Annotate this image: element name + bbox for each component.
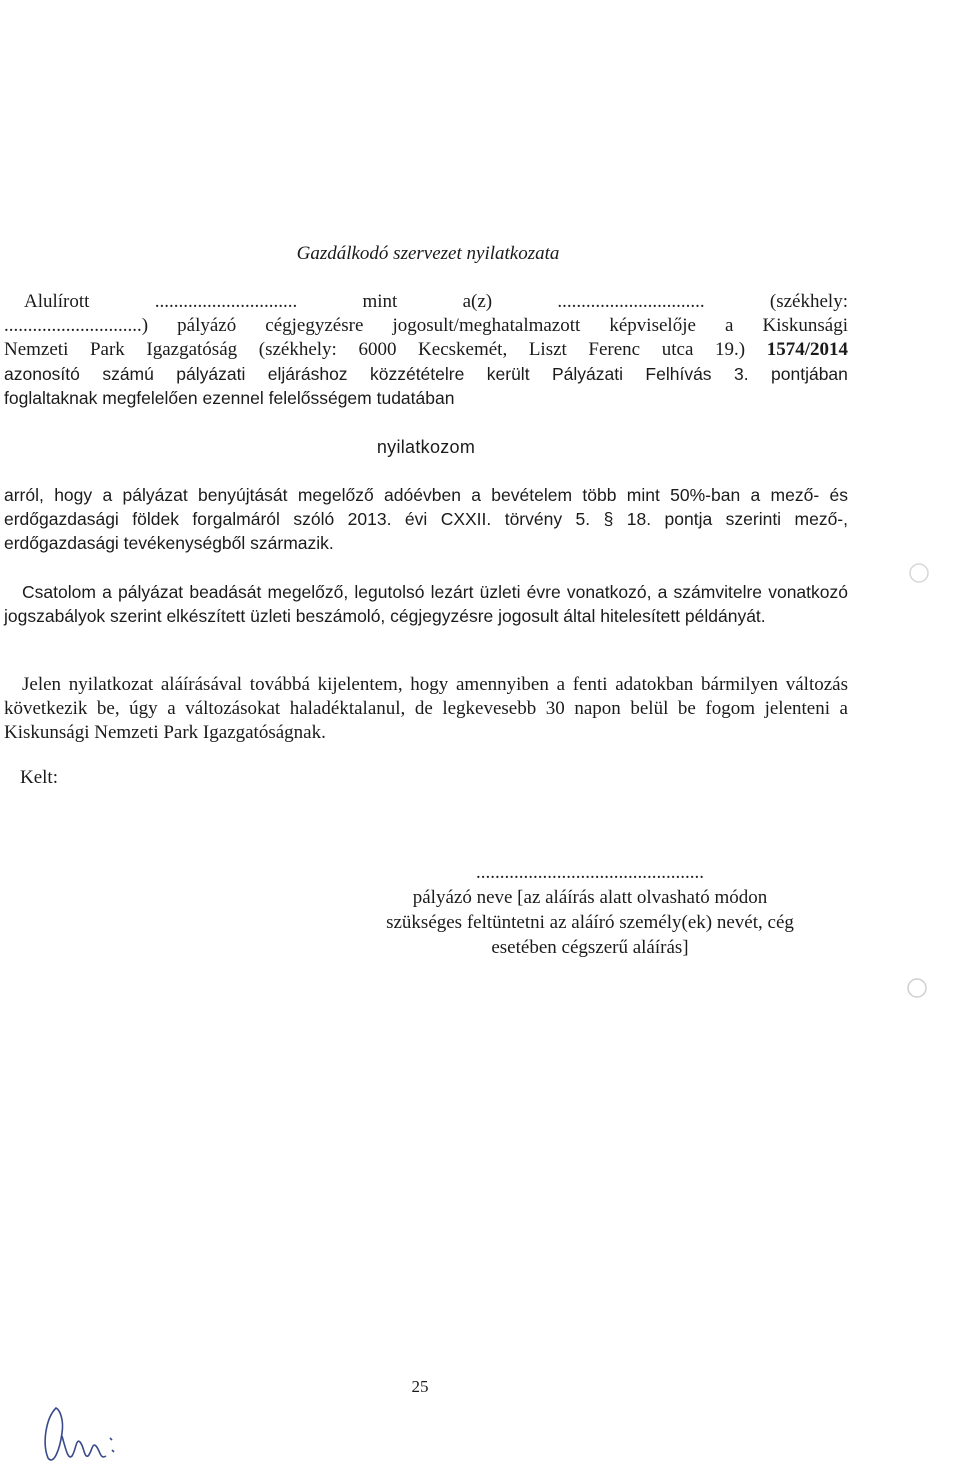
intro-word: cégjegyzésre: [265, 315, 364, 336]
intro-word: Park: [89, 339, 125, 360]
page-number: 25: [411, 1377, 429, 1396]
intro-word: számú: [102, 364, 154, 384]
intro-word: azonosító: [4, 364, 80, 384]
intro-word: eljáráshoz: [267, 364, 348, 384]
signature-block: [340, 860, 840, 960]
intro-word: a: [724, 315, 734, 336]
document-title: Gazdálkodó szervezet nyilatkozata: [296, 243, 560, 264]
intro-word: Nemzeti: [4, 339, 69, 360]
intro-word: Kiskunsági: [762, 315, 848, 336]
blank-dots: ..............................: [154, 291, 298, 312]
intro-word: utca: [661, 339, 694, 360]
signature-caption-line-1: pályázó neve [az aláírás alatt olvasható módon: [412, 887, 768, 908]
intro-line-4: [4, 362, 848, 386]
blank-dots: ...............................: [557, 291, 705, 312]
intro-line-1: [4, 290, 848, 314]
intro-word: Igazgatóság: [146, 339, 238, 360]
signature-caption-line-3: esetében cégszerű aláírás]: [491, 937, 689, 958]
signature-line: ................................................: [476, 862, 704, 883]
intro-word: került: [486, 364, 530, 384]
blank-dots: .............................): [4, 315, 149, 336]
declaration-word: nyilatkozom: [376, 437, 476, 457]
intro-word: 6000: [358, 339, 397, 360]
intro-word: Ferenc: [588, 339, 641, 360]
intro-line-3: [4, 338, 848, 362]
declaration-paragraph: arról, hogy a pályázat benyújtását megelőző adóévben a bevételem több mint 50%-ban a mező- és erdőgazdasági földek forgalmáról szóló 2013. évi CXXII. törvény 5. § 18. pontja szerinti mező-, erdőgazdasági tevékenységből származik.: [4, 485, 848, 553]
punch-hole-mark: [906, 560, 932, 586]
punch-hole-mark: [904, 975, 930, 1001]
intro-word: képviselője: [609, 315, 696, 336]
intro-word: a(z): [462, 291, 493, 312]
date-label: Kelt:: [20, 767, 58, 788]
intro-word: 3.: [733, 364, 749, 384]
change-notice-paragraph: Jelen nyilatkozat aláírásával továbbá kijelentem, hogy amennyiben a fenti adatokban bármilyen változás következik be, úgy a változásokat haladéktalanul, de legkevesebb 30 napon belül be fogom jelenteni a Kiskunsági Nemzeti Park Igazgatóságnak.: [4, 674, 848, 743]
intro-word: jogosult/meghatalmazott: [392, 315, 581, 336]
intro-word: Felhívás: [645, 364, 712, 384]
intro-word: (székhely:: [258, 339, 337, 360]
intro-line-5: foglaltaknak megfelelően ezennel felelősségem tudatában: [4, 388, 455, 408]
intro-word: (székhely:: [769, 291, 848, 312]
intro-word: Alulírott: [24, 291, 90, 312]
handwritten-initials-signature: [38, 1398, 128, 1468]
intro-line-2: [4, 314, 848, 338]
intro-word: Liszt: [528, 339, 567, 360]
intro-word: közzétételre: [369, 364, 465, 384]
intro-paragraph: [4, 290, 848, 410]
attachment-paragraph: Csatolom a pályázat beadását megelőző, legutolsó lezárt üzleti évre vonatkozó, a számvitelre vonatkozó jogszabályok szerint elkészített üzleti beszámoló, cégjegyzésre jogosult által hitelesített példányát.: [4, 582, 848, 626]
intro-word: Kecskemét,: [418, 339, 508, 360]
intro-word: mint: [362, 291, 398, 312]
signature-caption-line-2: szükséges feltüntetni az aláíró személy(ek) nevét, cég: [386, 912, 794, 933]
reference-number: 1574/2014: [766, 339, 848, 360]
intro-word: pontjában: [771, 364, 848, 384]
intro-word: pályázati: [176, 364, 246, 384]
intro-word: 19.): [715, 339, 746, 360]
intro-word: pályázó: [177, 315, 237, 336]
intro-word: Pályázati: [551, 364, 623, 384]
